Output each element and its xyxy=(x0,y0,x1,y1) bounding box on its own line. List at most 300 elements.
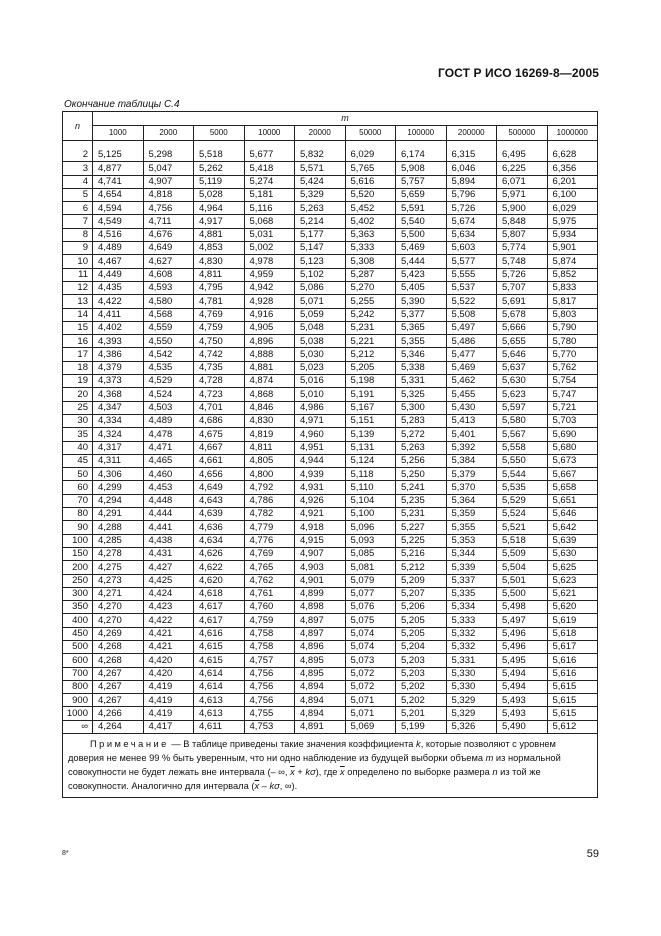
note-symbol: kσ xyxy=(269,781,280,792)
value-cell: 4,928 xyxy=(244,295,295,308)
value-cell: 5,401 xyxy=(446,428,497,441)
n-cell: 25 xyxy=(63,401,93,414)
value-cell: 5,287 xyxy=(345,268,396,281)
value-cell: 5,747 xyxy=(547,388,598,401)
note-symbol: $\overline{x}$ xyxy=(340,767,345,778)
value-cell: 5,623 xyxy=(547,574,598,587)
value-cell: 5,330 xyxy=(446,680,497,693)
value-cell: 5,874 xyxy=(547,255,598,268)
value-cell: 4,846 xyxy=(244,401,295,414)
value-cell: 5,202 xyxy=(396,694,447,707)
value-cell: 5,540 xyxy=(396,215,447,228)
n-cell: 10 xyxy=(63,255,93,268)
value-cell: 5,444 xyxy=(396,255,447,268)
value-cell: 4,421 xyxy=(143,627,194,640)
n-cell: 300 xyxy=(63,587,93,600)
table-row xyxy=(63,561,598,574)
value-cell: 5,620 xyxy=(547,601,598,614)
value-cell: 4,881 xyxy=(194,228,245,241)
value-cell: 4,453 xyxy=(143,481,194,494)
table-body xyxy=(63,141,598,734)
n-cell: 450 xyxy=(63,627,93,640)
value-cell: 4,750 xyxy=(194,335,245,348)
value-cell: 5,680 xyxy=(547,441,598,454)
value-cell: 5,501 xyxy=(497,574,548,587)
table-row xyxy=(63,295,598,308)
value-cell: 4,425 xyxy=(143,574,194,587)
value-cell: 4,891 xyxy=(295,720,346,733)
n-cell: 200 xyxy=(63,561,93,574)
value-cell: 4,634 xyxy=(194,534,245,547)
value-cell: 5,339 xyxy=(446,561,497,574)
value-cell: 4,294 xyxy=(93,494,144,507)
n-cell: 14 xyxy=(63,308,93,321)
note-text: определено по выборке размера xyxy=(344,767,493,778)
value-cell: 5,580 xyxy=(497,414,548,427)
value-cell: 4,960 xyxy=(295,428,346,441)
value-cell: 5,207 xyxy=(396,587,447,600)
value-cell: 5,630 xyxy=(497,375,548,388)
value-cell: 5,971 xyxy=(497,188,548,201)
value-cell: 4,897 xyxy=(295,614,346,627)
value-cell: 5,326 xyxy=(446,720,497,733)
value-cell: 4,896 xyxy=(244,335,295,348)
value-cell: 4,756 xyxy=(143,202,194,215)
table-row xyxy=(63,215,598,228)
value-cell: 4,756 xyxy=(244,680,295,693)
table-row xyxy=(63,614,598,627)
value-cell: 5,637 xyxy=(497,361,548,374)
value-cell: 4,757 xyxy=(244,654,295,667)
value-cell: 4,275 xyxy=(93,561,144,574)
value-cell: 5,212 xyxy=(396,561,447,574)
value-cell: 5,757 xyxy=(396,175,447,188)
value-cell: 5,678 xyxy=(497,308,548,321)
value-cell: 5,390 xyxy=(396,295,447,308)
value-cell: 6,356 xyxy=(547,162,598,175)
value-cell: 4,971 xyxy=(295,414,346,427)
m-value-header: 100000 xyxy=(396,126,447,141)
value-cell: 4,830 xyxy=(244,414,295,427)
m-column-header: m xyxy=(93,112,598,126)
value-cell: 5,754 xyxy=(547,375,598,388)
value-cell: 5,666 xyxy=(497,321,548,334)
value-cell: 5,337 xyxy=(446,574,497,587)
n-cell: 45 xyxy=(63,454,93,467)
value-cell: 4,435 xyxy=(93,281,144,294)
value-cell: 5,071 xyxy=(345,707,396,720)
value-cell: 5,509 xyxy=(497,547,548,560)
value-cell: 4,268 xyxy=(93,654,144,667)
value-cell: 6,100 xyxy=(547,188,598,201)
value-cell: 5,616 xyxy=(547,667,598,680)
value-cell: 5,522 xyxy=(446,295,497,308)
value-cell: 5,346 xyxy=(396,348,447,361)
value-cell: 4,268 xyxy=(93,640,144,653)
value-cell: 5,325 xyxy=(396,388,447,401)
value-cell: 5,392 xyxy=(446,441,497,454)
value-cell: 5,618 xyxy=(547,627,598,640)
value-cell: 5,241 xyxy=(396,481,447,494)
value-cell: 4,622 xyxy=(194,561,245,574)
value-cell: 5,524 xyxy=(497,508,548,521)
value-cell: 5,131 xyxy=(345,441,396,454)
n-cell: 150 xyxy=(63,547,93,560)
value-cell: 5,198 xyxy=(345,375,396,388)
value-cell: 5,206 xyxy=(396,601,447,614)
value-cell: 4,460 xyxy=(143,468,194,481)
table-row xyxy=(63,680,598,693)
value-cell: 4,951 xyxy=(295,441,346,454)
value-cell: 5,495 xyxy=(497,654,548,667)
value-cell: 4,613 xyxy=(194,707,245,720)
table-note xyxy=(63,734,598,798)
value-cell: 4,868 xyxy=(244,388,295,401)
value-cell: 5,074 xyxy=(345,640,396,653)
table-row xyxy=(63,494,598,507)
table-row xyxy=(63,228,598,241)
note-symbol: n xyxy=(492,767,498,778)
m-value-header: 20000 xyxy=(295,126,346,141)
note-text: из той же совокупности. Аналогично для интервала ( xyxy=(68,767,541,792)
value-cell: 4,420 xyxy=(143,654,194,667)
value-cell: 5,646 xyxy=(497,348,548,361)
value-cell: 4,419 xyxy=(143,707,194,720)
value-cell: 5,151 xyxy=(345,414,396,427)
value-cell: 4,618 xyxy=(194,587,245,600)
value-cell: 5,030 xyxy=(295,348,346,361)
value-cell: 5,298 xyxy=(143,149,194,162)
value-cell: 4,686 xyxy=(194,414,245,427)
n-cell: 400 xyxy=(63,614,93,627)
value-cell: 4,471 xyxy=(143,441,194,454)
value-cell: 5,807 xyxy=(497,228,548,241)
value-cell: 4,894 xyxy=(295,680,346,693)
value-cell: 4,288 xyxy=(93,521,144,534)
value-cell: 5,901 xyxy=(547,242,598,255)
value-cell: 4,701 xyxy=(194,401,245,414)
n-cell: 900 xyxy=(63,694,93,707)
value-cell: 5,333 xyxy=(345,242,396,255)
value-cell: 5,493 xyxy=(497,707,548,720)
note-symbol: kσ xyxy=(305,767,316,778)
value-cell: 5,642 xyxy=(547,521,598,534)
value-cell: 5,205 xyxy=(345,361,396,374)
value-cell: 5,123 xyxy=(295,255,346,268)
n-cell: 9 xyxy=(63,242,93,255)
value-cell: 5,493 xyxy=(497,694,548,707)
value-cell: 4,542 xyxy=(143,348,194,361)
value-cell: 5,469 xyxy=(396,242,447,255)
value-cell: 5,370 xyxy=(446,481,497,494)
m-value-header: 1000 xyxy=(93,126,144,141)
table-row xyxy=(63,627,598,640)
value-cell: 4,285 xyxy=(93,534,144,547)
note-text: ), где xyxy=(315,767,341,778)
value-cell: 5,497 xyxy=(497,614,548,627)
value-cell: 5,353 xyxy=(446,534,497,547)
value-cell: 4,347 xyxy=(93,401,144,414)
value-cell: 5,333 xyxy=(446,614,497,627)
value-cell: 4,986 xyxy=(295,401,346,414)
value-cell: 5,250 xyxy=(396,468,447,481)
value-cell: 6,046 xyxy=(446,162,497,175)
value-cell: 4,959 xyxy=(244,268,295,281)
value-cell: 5,496 xyxy=(497,627,548,640)
note-label: Примечание xyxy=(90,739,169,750)
value-cell: 4,800 xyxy=(244,468,295,481)
value-cell: 4,420 xyxy=(143,667,194,680)
value-cell: 5,469 xyxy=(446,361,497,374)
value-cell: 5,355 xyxy=(396,335,447,348)
value-cell: 4,759 xyxy=(194,321,245,334)
n-cell: 35 xyxy=(63,428,93,441)
value-cell: 5,330 xyxy=(446,667,497,680)
value-cell: 5,038 xyxy=(295,335,346,348)
table-row xyxy=(63,268,598,281)
n-cell: 4 xyxy=(63,175,93,188)
value-cell: 6,225 xyxy=(497,162,548,175)
value-cell: 5,231 xyxy=(345,321,396,334)
n-cell: 16 xyxy=(63,335,93,348)
table-row xyxy=(63,508,598,521)
value-cell: 5,848 xyxy=(497,215,548,228)
value-cell: 4,568 xyxy=(143,308,194,321)
value-cell: 5,212 xyxy=(345,348,396,361)
value-cell: 4,611 xyxy=(194,720,245,733)
m-value-header: 1000000 xyxy=(547,126,598,141)
value-cell: 5,081 xyxy=(345,561,396,574)
value-cell: 4,266 xyxy=(93,707,144,720)
value-cell: 4,402 xyxy=(93,321,144,334)
note-symbol: $\overline{x}$ xyxy=(290,767,295,778)
value-cell: 4,594 xyxy=(93,202,144,215)
table-row xyxy=(63,202,598,215)
n-cell: 700 xyxy=(63,667,93,680)
value-cell: 4,877 xyxy=(93,162,144,175)
value-cell: 4,465 xyxy=(143,454,194,467)
value-cell: 5,405 xyxy=(396,281,447,294)
value-cell: 5,790 xyxy=(547,321,598,334)
value-cell: 5,621 xyxy=(547,587,598,600)
value-cell: 4,676 xyxy=(143,228,194,241)
value-cell: 5,603 xyxy=(446,242,497,255)
value-cell: 4,916 xyxy=(244,308,295,321)
value-cell: 4,441 xyxy=(143,521,194,534)
table-row xyxy=(63,534,598,547)
value-cell: 4,273 xyxy=(93,574,144,587)
value-cell: 5,423 xyxy=(396,268,447,281)
value-cell: 5,093 xyxy=(345,534,396,547)
value-cell: 4,535 xyxy=(143,361,194,374)
value-cell: 5,016 xyxy=(295,375,346,388)
value-cell: 6,495 xyxy=(497,149,548,162)
n-cell: 6 xyxy=(63,202,93,215)
value-cell: 4,267 xyxy=(93,694,144,707)
value-cell: 4,269 xyxy=(93,627,144,640)
value-cell: 4,735 xyxy=(194,361,245,374)
value-cell: 5,597 xyxy=(497,401,548,414)
value-cell: 4,422 xyxy=(143,614,194,627)
value-cell: 4,306 xyxy=(93,468,144,481)
value-cell: 4,615 xyxy=(194,654,245,667)
value-cell: 5,537 xyxy=(446,281,497,294)
value-cell: 4,489 xyxy=(143,414,194,427)
value-cell: 5,072 xyxy=(345,667,396,680)
value-cell: 5,567 xyxy=(497,428,548,441)
value-cell: 4,759 xyxy=(244,614,295,627)
table-row xyxy=(63,547,598,560)
value-cell: 4,756 xyxy=(244,694,295,707)
n-cell: 250 xyxy=(63,574,93,587)
value-cell: 5,496 xyxy=(497,640,548,653)
value-cell: 5,338 xyxy=(396,361,447,374)
value-cell: 5,765 xyxy=(345,162,396,175)
value-cell: 5,216 xyxy=(396,547,447,560)
value-cell: 4,753 xyxy=(244,720,295,733)
value-cell: 5,934 xyxy=(547,228,598,241)
value-cell: 4,905 xyxy=(244,321,295,334)
n-cell: 3 xyxy=(63,162,93,175)
value-cell: 5,262 xyxy=(194,162,245,175)
value-cell: 4,613 xyxy=(194,694,245,707)
value-cell: 4,711 xyxy=(143,215,194,228)
value-cell: 6,029 xyxy=(547,202,598,215)
value-cell: 4,894 xyxy=(295,694,346,707)
value-cell: 5,086 xyxy=(295,281,346,294)
value-cell: 4,431 xyxy=(143,547,194,560)
value-cell: 5,118 xyxy=(345,468,396,481)
value-cell: 5,520 xyxy=(345,188,396,201)
value-cell: 5,125 xyxy=(93,149,144,162)
n-cell: 800 xyxy=(63,680,93,693)
table-row xyxy=(63,149,598,162)
table-row xyxy=(63,401,598,414)
value-cell: 4,779 xyxy=(244,521,295,534)
note-symbol: m xyxy=(485,753,494,764)
value-cell: 4,675 xyxy=(194,428,245,441)
n-cell: 90 xyxy=(63,521,93,534)
value-cell: 5,096 xyxy=(345,521,396,534)
value-cell: 5,191 xyxy=(345,388,396,401)
value-cell: 4,617 xyxy=(194,601,245,614)
value-cell: 5,555 xyxy=(446,268,497,281)
value-cell: 4,549 xyxy=(93,215,144,228)
value-cell: 5,059 xyxy=(295,308,346,321)
value-cell: 5,655 xyxy=(497,335,548,348)
table-row xyxy=(63,481,598,494)
value-cell: 5,329 xyxy=(446,694,497,707)
n-cell: 19 xyxy=(63,375,93,388)
value-cell: 5,707 xyxy=(497,281,548,294)
value-cell: 5,803 xyxy=(547,308,598,321)
value-cell: 5,331 xyxy=(446,654,497,667)
value-cell: 5,110 xyxy=(345,481,396,494)
table-row xyxy=(63,454,598,467)
n-cell: 17 xyxy=(63,348,93,361)
m-value-header: 5000 xyxy=(194,126,245,141)
value-cell: 4,907 xyxy=(143,175,194,188)
value-cell: 5,119 xyxy=(194,175,245,188)
value-cell: 4,811 xyxy=(244,441,295,454)
n-cell: 20 xyxy=(63,388,93,401)
value-cell: 5,364 xyxy=(446,494,497,507)
value-cell: 5,331 xyxy=(396,375,447,388)
value-cell: 5,283 xyxy=(396,414,447,427)
value-cell: 4,769 xyxy=(244,547,295,560)
value-cell: 4,728 xyxy=(194,375,245,388)
value-cell: 5,894 xyxy=(446,175,497,188)
value-cell: 5,075 xyxy=(345,614,396,627)
note-text: , ∞). xyxy=(279,781,298,792)
note-text: + xyxy=(294,767,306,778)
value-cell: 5,504 xyxy=(497,561,548,574)
value-cell: 5,721 xyxy=(547,401,598,414)
value-cell: 4,271 xyxy=(93,587,144,600)
value-cell: 5,085 xyxy=(345,547,396,560)
n-cell: 1000 xyxy=(63,707,93,720)
value-cell: 5,852 xyxy=(547,268,598,281)
value-cell: 4,781 xyxy=(194,295,245,308)
value-cell: 5,209 xyxy=(396,574,447,587)
value-cell: 5,079 xyxy=(345,574,396,587)
value-cell: 4,792 xyxy=(244,481,295,494)
value-cell: 4,529 xyxy=(143,375,194,388)
value-cell: 5,263 xyxy=(396,441,447,454)
value-cell: 6,071 xyxy=(497,175,548,188)
value-cell: 5,908 xyxy=(396,162,447,175)
table-row xyxy=(63,601,598,614)
value-cell: 5,076 xyxy=(345,601,396,614)
value-cell: 5,634 xyxy=(446,228,497,241)
value-cell: 4,786 xyxy=(244,494,295,507)
value-cell: 5,817 xyxy=(547,295,598,308)
n-cell: 5 xyxy=(63,188,93,201)
value-cell: 6,029 xyxy=(345,149,396,162)
value-cell: 4,467 xyxy=(93,255,144,268)
value-cell: 5,577 xyxy=(446,255,497,268)
value-cell: 5,762 xyxy=(547,361,598,374)
value-cell: 5,329 xyxy=(446,707,497,720)
value-cell: 4,489 xyxy=(93,242,144,255)
value-cell: 4,818 xyxy=(143,188,194,201)
table-row xyxy=(63,414,598,427)
value-cell: 4,264 xyxy=(93,720,144,733)
value-cell: 4,411 xyxy=(93,308,144,321)
value-cell: 5,774 xyxy=(497,242,548,255)
n-cell: 40 xyxy=(63,441,93,454)
value-cell: 5,639 xyxy=(547,534,598,547)
value-cell: 4,550 xyxy=(143,335,194,348)
value-cell: 5,071 xyxy=(295,295,346,308)
value-cell: 5,430 xyxy=(446,401,497,414)
value-cell: 6,174 xyxy=(396,149,447,162)
value-cell: 5,616 xyxy=(345,175,396,188)
value-cell: 5,833 xyxy=(547,281,598,294)
value-cell: 4,755 xyxy=(244,707,295,720)
value-cell: 5,550 xyxy=(497,454,548,467)
m-value-header: 50000 xyxy=(345,126,396,141)
coefficient-table xyxy=(62,111,598,798)
value-cell: 4,636 xyxy=(194,521,245,534)
value-cell: 5,379 xyxy=(446,468,497,481)
value-cell: 5,494 xyxy=(497,667,548,680)
value-cell: 5,335 xyxy=(446,587,497,600)
value-cell: 4,614 xyxy=(194,667,245,680)
value-cell: 5,359 xyxy=(446,508,497,521)
value-cell: 4,615 xyxy=(194,640,245,653)
value-cell: 5,558 xyxy=(497,441,548,454)
